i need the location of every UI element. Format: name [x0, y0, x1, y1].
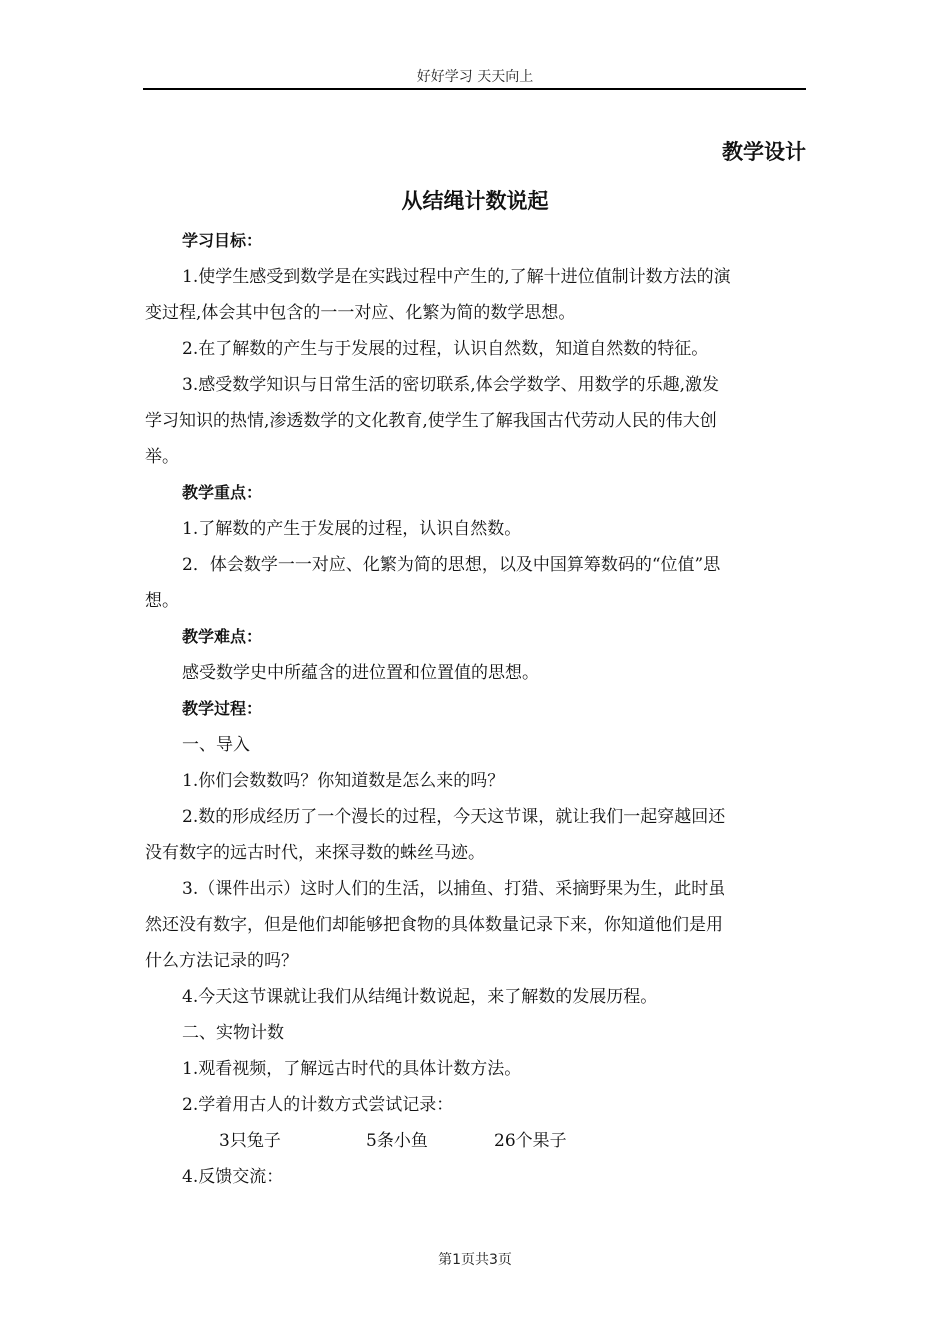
- objectives-heading: 学习目标：: [182, 231, 263, 250]
- objective-1-line-1: 1.使学生感受到数学是在实践过程中产生的,了解十进位值制计数方法的演: [182, 267, 731, 287]
- key-point-2-line-1: 2．体会数学一一对应、化繁为简的思想，以及中国算筹数码的“位值”思: [182, 555, 721, 575]
- process-p3-line-3: 什么方法记录的吗？: [145, 951, 298, 971]
- key-point-1: 1.了解数的产生于发展的过程，认识自然数。: [182, 519, 522, 539]
- page-header: 好好学习 天天向上: [416, 69, 534, 85]
- part-1-title: 一、导入: [182, 735, 250, 755]
- process-p2-line-2: 没有数字的远古时代，来探寻数的蛛丝马迹。: [145, 843, 485, 863]
- process-p3-line-2: 然还没有数字，但是他们却能够把食物的具体数量记录下来，你知道他们是用: [145, 915, 723, 935]
- process-p4: 4.今天这节课就让我们从结绳计数说起，来了解数的发展历程。: [182, 987, 658, 1007]
- process-heading: 教学过程：: [182, 699, 263, 718]
- key-points-heading: 教学重点：: [182, 483, 263, 502]
- page-footer: 第1页共3页: [438, 1252, 512, 1268]
- document-body: [145, 223, 807, 1195]
- objective-1-line-2: 变过程,体会其中包含的一一对应、化繁为简的数学思想。: [145, 303, 576, 323]
- header-divider: [143, 88, 806, 90]
- process-p2-line-1: 2.数的形成经历了一个漫长的过程，今天这节课，就让我们一起穿越回还: [182, 807, 726, 827]
- counting-items: [145, 1123, 807, 1159]
- part-2-title: 二、实物计数: [182, 1023, 284, 1043]
- process-p1: 1.你们会数数吗？你知道数是怎么来的吗？: [182, 771, 505, 791]
- count-item: 3只兔子: [219, 1131, 281, 1151]
- objective-3-line-2: 学习知识的热情,渗透数学的文化教育,使学生了解我国古代劳动人民的伟大创: [145, 411, 717, 431]
- objective-2: 2.在了解数的产生与于发展的过程，认识自然数，知道自然数的特征。: [182, 339, 709, 359]
- process-p3-line-1: 3.（课件出示）这时人们的生活，以捕鱼、打猎、采摘野果为生，此时虽: [182, 879, 726, 899]
- key-point-2-line-2: 想。: [145, 591, 179, 611]
- document-type: 教学设计: [722, 140, 806, 164]
- page-title: 从结绳计数说起: [401, 189, 549, 213]
- count-item: 26个果子: [494, 1131, 567, 1151]
- objective-3-line-3: 举。: [145, 447, 179, 467]
- objective-3-line-1: 3.感受数学知识与日常生活的密切联系,体会学数学、用数学的乐趣,激发: [182, 375, 720, 395]
- count-item: 5条小鱼: [366, 1131, 428, 1151]
- process-q4: 4.反馈交流：: [182, 1167, 284, 1187]
- difficulties-text: 感受数学史中所蕴含的进位置和位置值的思想。: [182, 663, 539, 683]
- process-q1: 1.观看视频，了解远古时代的具体计数方法。: [182, 1059, 522, 1079]
- process-q2: 2.学着用古人的计数方式尝试记录：: [182, 1095, 454, 1115]
- difficulties-heading: 教学难点：: [182, 627, 263, 646]
